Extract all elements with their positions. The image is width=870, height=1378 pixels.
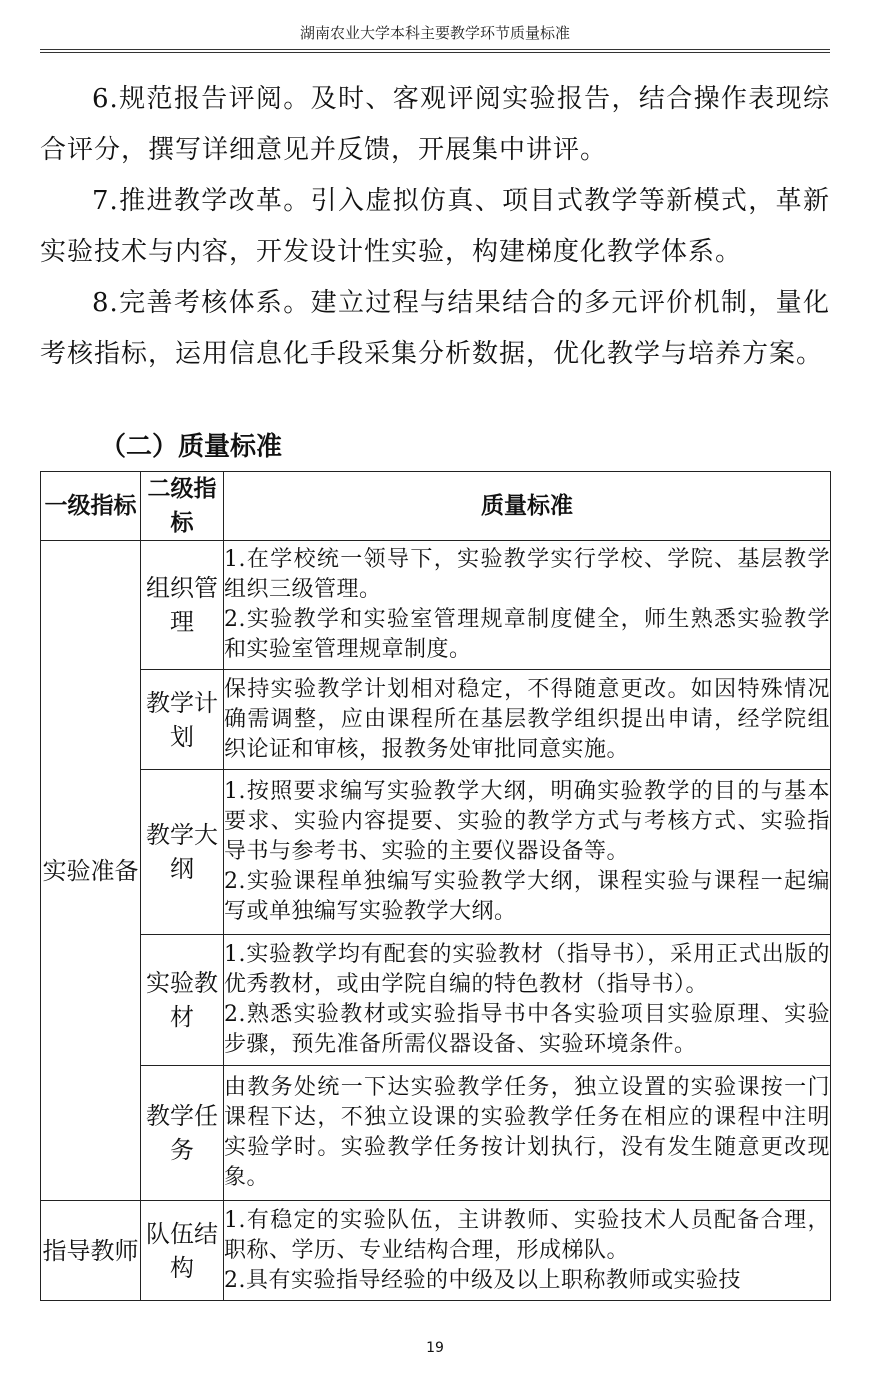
table-row <box>41 670 831 770</box>
standard-item: 1.实验教学均有配套的实验教材（指导书），采用正式出版的优秀教材，或由学院自编的特色教材（指导书）。 <box>224 942 830 997</box>
standard-cell <box>224 1201 831 1301</box>
standard-cell <box>224 670 831 770</box>
standard-cell <box>224 541 831 670</box>
header-level1: 一级指标 <box>41 472 141 541</box>
table-header-row <box>41 472 831 541</box>
paragraph-8: 8.完善考核体系。建立过程与结果结合的多元评价机制，量化考核指标，运用信息化手段采集分析数据，优化教学与培养方案。 <box>40 288 830 369</box>
section-title: （二）质量标准 <box>100 432 283 462</box>
standard-cell <box>224 935 831 1066</box>
level1-cell: 指导教师 <box>41 1201 141 1301</box>
level2-cell: 队伍结构 <box>141 1201 224 1301</box>
standard-item: 1.按照要求编写实验教学大纲，明确实验教学的目的与基本要求、实验内容提要、实验的教学方式与考核方式、实验指导书与参考书、实验的主要仪器设备等。 <box>224 779 830 864</box>
paragraph-7: 7.推进教学改革。引入虚拟仿真、项目式教学等新模式，革新实验技术与内容，开发设计性实验，构建梯度化教学体系。 <box>40 186 830 267</box>
running-header: 湖南农业大学本科主要教学环节质量标准 <box>299 24 570 42</box>
header-standard: 质量标准 <box>224 472 831 541</box>
table-row <box>41 541 831 670</box>
level2-cell: 教学计划 <box>141 670 224 770</box>
level1-cell: 实验准备 <box>41 541 141 1201</box>
standard-item: 保持实验教学计划相对稳定，不得随意更改。如因特殊情况确需调整，应由课程所在基层教学组织提出申请，经学院组织论证和审核，报教务处审批同意实施。 <box>224 676 830 762</box>
header-rule-secondary <box>40 52 830 53</box>
page-number: 19 <box>426 1340 444 1356</box>
standard-item: 2.实验课程单独编写实验教学大纲，课程实验与课程一起编写或单独编写实验教学大纲。 <box>224 869 830 924</box>
table-row <box>41 935 831 1066</box>
level2-cell: 实验教材 <box>141 935 224 1066</box>
standard-item: 由教务处统一下达实验教学任务，独立设置的实验课按一门课程下达，不独立设课的实验教学任务在相应的课程中注明实验学时。实验教学任务按计划执行，没有发生随意更改现象。 <box>224 1075 830 1190</box>
standard-item: 2.熟悉实验教材或实验指导书中各实验项目实验原理、实验步骤，预先准备所需仪器设备、实验环境条件。 <box>224 1002 830 1057</box>
level2-cell: 组织管理 <box>141 541 224 670</box>
header-rule <box>40 49 830 50</box>
standard-item: 2.实验教学和实验室管理规章制度健全，师生熟悉实验教学和实验室管理规章制度。 <box>224 607 830 662</box>
header-level2: 二级指标 <box>141 472 224 541</box>
standard-cell <box>224 1066 831 1201</box>
level2-cell: 教学大纲 <box>141 770 224 935</box>
standard-item: 1.在学校统一领导下，实验教学实行学校、学院、基层教学组织三级管理。 <box>224 547 830 602</box>
standard-item: 2.具有实验指导经验的中级及以上职称教师或实验技 <box>224 1267 741 1293</box>
level2-cell: 教学任务 <box>141 1066 224 1201</box>
quality-standards-table <box>40 471 831 1301</box>
standard-item: 1.有稳定的实验队伍，主讲教师、实验技术人员配备合理，职称、学历、专业结构合理，形成梯队。 <box>224 1207 830 1263</box>
table-row <box>41 1201 831 1301</box>
paragraph-6: 6.规范报告评阅。及时、客观评阅实验报告，结合操作表现综合评分，撰写详细意见并反馈，开展集中讲评。 <box>40 84 830 165</box>
table-row <box>41 1066 831 1201</box>
standard-cell <box>224 770 831 935</box>
table-row <box>41 770 831 935</box>
